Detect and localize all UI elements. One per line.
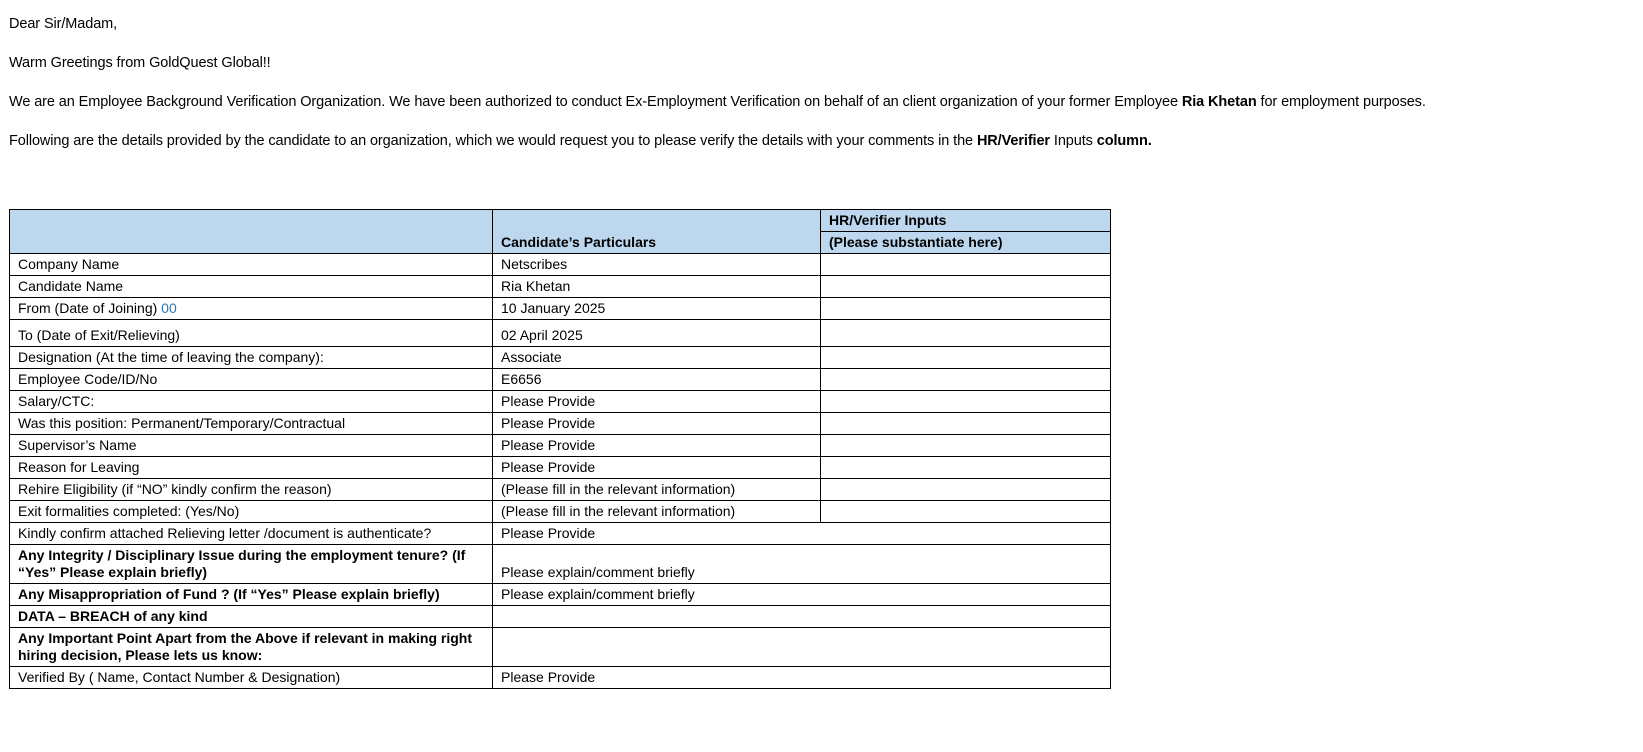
row-label-cell [10,667,493,689]
row-label-cell [10,628,493,667]
table-row [10,391,1111,413]
candidate-particular-cell: Netscribes [493,254,821,276]
header-hr-verifier-inputs: HR/Verifier Inputs [821,210,1111,232]
header-candidates-particulars: Candidate’s Particulars [493,210,821,254]
row-label-cell [10,457,493,479]
header-blank-cell [10,210,493,254]
text: Dear Sir/Madam, [9,16,118,32]
row-label: Designation (At the time of leaving the company): [18,349,324,365]
row-label: Any Integrity / Disciplinary Issue during the employment tenure? (If “Yes” Please explain briefly) [18,547,466,580]
row-label: Supervisor’s Name [18,437,137,453]
paragraph [9,55,1643,71]
candidate-particular-cell: Please Provide [493,391,821,413]
row-label: From (Date of Joining) [18,300,162,316]
text: Inputs [1049,133,1097,149]
row-label-cell [10,545,493,584]
table-row [10,276,1111,298]
candidate-particular-cell: Please Provide [493,435,821,457]
hr-verifier-input-cell[interactable] [821,298,1111,320]
table-row [10,435,1111,457]
letter-intro [9,16,1643,149]
candidate-particular-cell: Please explain/comment briefly [493,584,1111,606]
row-label-cell [10,606,493,628]
table-row [10,369,1111,391]
hr-verifier-input-cell[interactable] [821,435,1111,457]
table-row [10,523,1111,545]
candidate-particular-cell [493,628,1111,667]
paragraph [9,94,1643,110]
text: Warm Greetings from GoldQuest Global!! [9,55,271,71]
row-label: Candidate Name [18,278,124,294]
bold-text: column. [1096,133,1152,149]
paragraph [9,133,1643,149]
table-header [10,210,1111,254]
row-label: Any Misappropriation of Fund ? (If “Yes” Please explain briefly) [18,586,440,602]
hr-verifier-input-cell[interactable] [821,347,1111,369]
text: for employment purposes. [1256,94,1426,110]
row-label-cell [10,479,493,501]
table-row [10,254,1111,276]
table-row [10,628,1111,667]
table-row [10,545,1111,584]
candidate-particular-cell: Please Provide [493,457,821,479]
row-label: Reason for Leaving [18,459,140,475]
candidate-particular-cell: (Please fill in the relevant information) [493,479,821,501]
row-label: Salary/CTC: [18,393,95,409]
row-label: Was this position: Permanent/Temporary/Contractual [18,415,346,431]
hr-verifier-input-cell[interactable] [821,369,1111,391]
row-label-cell [10,254,493,276]
header-row-1 [10,210,1111,232]
row-label-cell [10,276,493,298]
table-row [10,667,1111,689]
hr-verifier-input-cell[interactable] [821,479,1111,501]
header-substantiate: (Please substantiate here) [821,232,1111,254]
row-label-cell [10,413,493,435]
table-row [10,584,1111,606]
candidate-particular-cell: Please Provide [493,523,1111,545]
candidate-particular-cell: Please Provide [493,413,821,435]
candidate-particular-cell: (Please fill in the relevant information) [493,501,821,523]
candidate-particular-cell: Please explain/comment briefly [493,545,1111,584]
row-label: DATA – BREACH of any kind [18,608,208,624]
table-row [10,298,1111,320]
row-label: To (Date of Exit/Relieving) [18,327,180,343]
table-row [10,501,1111,523]
row-label: Verified By ( Name, Contact Number & Designation) [18,669,341,685]
table-row [10,606,1111,628]
text: Following are the details provided by the candidate to an organization, which we would request you to please verify the details with your comments in the [9,133,977,149]
candidate-particular-cell: Associate [493,347,821,369]
row-label-cell [10,391,493,413]
row-label-cell [10,501,493,523]
candidate-particular-cell: 10 January 2025 [493,298,821,320]
hr-verifier-input-cell[interactable] [821,457,1111,479]
table-row [10,457,1111,479]
row-label-cell [10,369,493,391]
candidate-particular-cell: Please Provide [493,667,1111,689]
verification-table [9,209,1111,689]
row-label-cell [10,584,493,606]
table-row [10,479,1111,501]
row-label: Rehire Eligibility (if “NO” kindly confirm the reason) [18,481,332,497]
candidate-particular-cell [493,606,1111,628]
row-label-cell [10,435,493,457]
candidate-particular-cell: 02 April 2025 [493,320,821,347]
row-label-cell [10,347,493,369]
paragraph [9,16,1643,32]
table-row [10,347,1111,369]
hr-verifier-input-cell[interactable] [821,501,1111,523]
hr-verifier-input-cell[interactable] [821,254,1111,276]
candidate-particular-cell: Ria Khetan [493,276,821,298]
table-row [10,320,1111,347]
hr-verifier-input-cell[interactable] [821,320,1111,347]
candidate-particular-cell: E6656 [493,369,821,391]
row-label: Any Important Point Apart from the Above if relevant in making right hiring decision, Please lets us know: [18,630,473,663]
bold-text: Ria Khetan [1181,94,1257,110]
row-label: Exit formalities completed: (Yes/No) [18,503,240,519]
row-label: Kindly confirm attached Relieving letter /document is authenticate? [18,525,432,541]
hr-verifier-input-cell[interactable] [821,391,1111,413]
text: We are an Employee Background Verification Organization. We have been authorized to conduct Ex-Employment Verification on behalf of an client organization of your former Employee [9,94,1182,110]
hr-verifier-input-cell[interactable] [821,276,1111,298]
hr-verifier-input-cell[interactable] [821,413,1111,435]
row-label: Employee Code/ID/No [18,371,158,387]
joining-date-link[interactable]: 00 [161,300,177,316]
table-row [10,413,1111,435]
row-label: Company Name [18,256,120,272]
bold-text: HR/Verifier [976,133,1050,149]
row-label-cell [10,320,493,347]
row-label-cell [10,523,493,545]
row-label-cell [10,298,493,320]
table-body [10,254,1111,689]
